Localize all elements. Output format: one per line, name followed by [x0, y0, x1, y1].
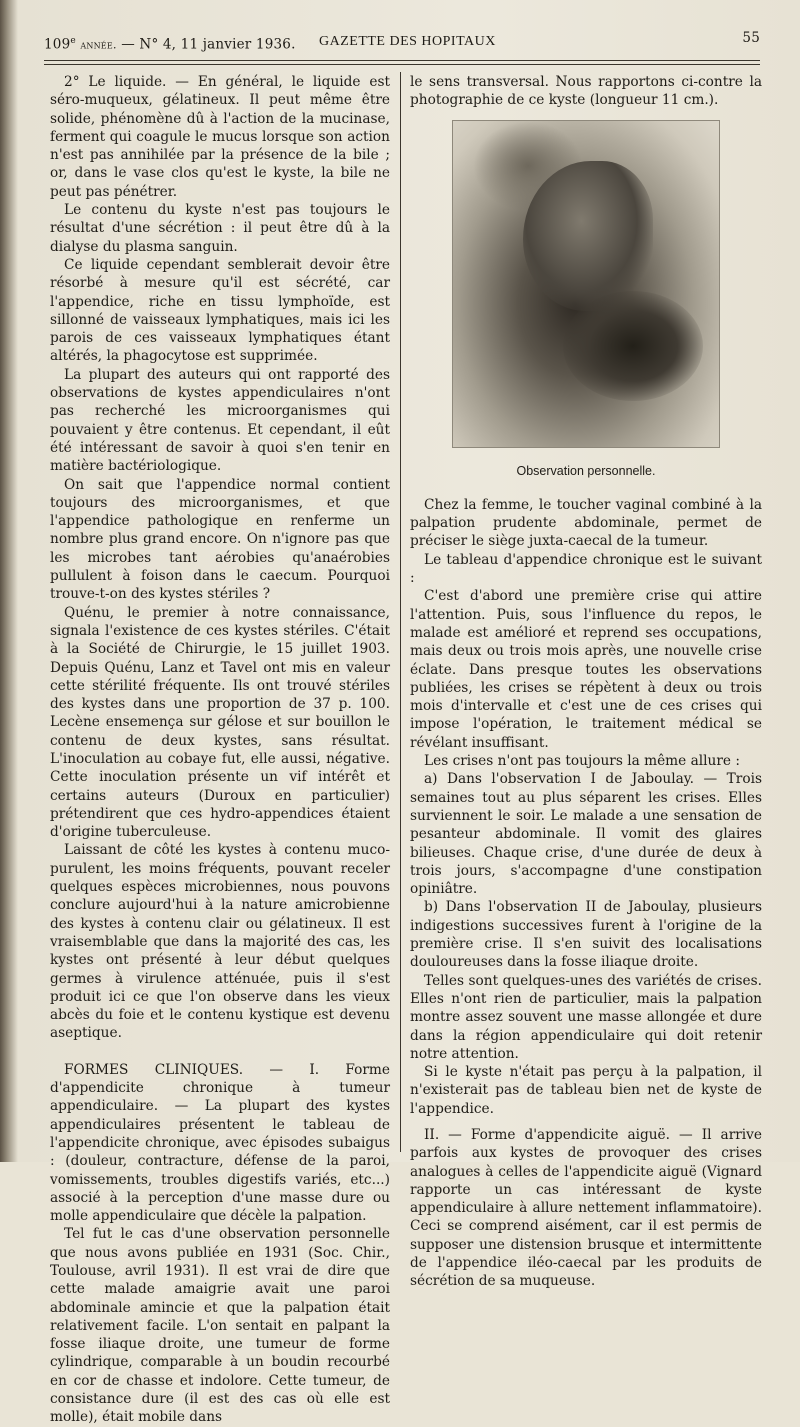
header-rule-bottom: [44, 64, 760, 65]
paragraph: a) Dans l'observation I de Jaboulay. — Trois semaines tout au plus séparent les crises. Elles surviennent le soir. Le malade a une sensation de pesanteur abdominale. Il vomit des glaires bilieuses. Chaque crise, d'une durée de deux à trois jours, s'accompagne d'une constipation opiniâtre.: [410, 771, 762, 898]
paragraph: C'est d'abord une première crise qui attire l'attention. Puis, sous l'influence du repos, le malade est amélioré et reprend ses occupations, mais deux ou trois mois après, une nouvelle crise éclate. Dans presque toutes les observations publiées, les crises se répètent à deux ou trois mois d'intervalle et c'est une de ces crises qui impose l'opération, le traitement médical se révélant insuffisant.: [410, 588, 762, 751]
header-rule-top: [44, 60, 760, 61]
paragraph: Laissant de côté les kystes à contenu muco-purulent, les moins fréquents, pouvant receler quelques espèces microbiennes, nous pouvons conclure aujourd'hui à la nature amicrobienne des kystes à contenu clair ou gélatineux. Il est vraisemblable que dans la majorité des cas, les kystes ont présenté à leur début quelques germes à virulence atténuée, puis il s'est produit ici ce que l'on observe dans les vieux abcès du foie et le contenu kystique est devenu aseptique.: [50, 842, 390, 1042]
paragraph: Tel fut le cas d'une observation personnelle que nous avons publiée en 1931 (Soc. Chir., Toulouse, avril 1931). Il est vrai de dire que cette malade amaigrie avait une paroi abdominale amincie et que la palpation était relativement facile. L'on sentait en palpant la fosse iliaque droite, une tumeur de forme cylindrique, comparable à un boudin recourbé en cor de chasse et indolore. Cette tumeur, de consistance dure (il est des cas où elle est molle), était mobile dans: [50, 1226, 390, 1426]
year-number: 109: [44, 36, 71, 53]
year-word: année.: [80, 37, 117, 52]
paragraph: Chez la femme, le toucher vaginal combiné à la palpation prudente abdominale, permet de préciser le siège juxta-caecal de la tumeur.: [410, 496, 762, 550]
section-acute-form: II. — Forme d'appendicite aiguë. — Il arrive parfois aux kystes de provoquer des crises analogues à celles de l'appendicite aiguë (Vignard rapporte un cas intéressant de kyste appendiculaire à allure nettement inflammatoire). Ceci se comprend aisément, car il est permis de supposer une distension brusque et intermittente de l'appendice iléo-caecal par les produits de sécrétion de sa muqueuse.: [410, 1126, 762, 1290]
right-column: [410, 73, 762, 1291]
photo-shading: [563, 291, 703, 401]
paragraph: Le tableau d'appendice chronique est le suivant :: [410, 551, 762, 587]
journal-title: GAZETTE DES HOPITAUX: [319, 34, 496, 49]
section-clinical-forms: FORMES CLINIQUES. — I. Forme d'appendicite chronique à tumeur appendiculaire. — La plupart des kystes appendiculaires présentent le tableau de l'appendicite chronique, avec épisodes subaigus : (douleur, contracture, défense de la paroi, vomissements, troubles digestifs variés, etc...) associé à la perception d'une masse dure ou molle appendiculaire que décèle la palpation.: [50, 1061, 390, 1225]
paragraph: Le contenu du kyste n'est pas toujours le résultat d'une sécrétion : il peut être dû à la dialyse du plasma sanguin.: [50, 202, 390, 255]
page-header: [44, 30, 760, 54]
column-divider: [400, 72, 401, 1152]
paragraph: 2° Le liquide. — En général, le liquide est séro-muqueux, gélatineux. Il peut même être solide, phénomène dû à l'action de la mucinase, ferment qui coagule le mucus lorsque son action n'est pas annihilée par la présence de la bile ; or, dans le vase clos qu'est le kyste, la bile ne peut pas pénétrer.: [50, 74, 390, 200]
paragraph: b) Dans l'observation II de Jaboulay, plusieurs indigestions successives furent à l'origine de la première crise. Il s'en suivit des localisations douloureuses dans la fosse iliaque droite.: [410, 899, 762, 971]
paragraph: On sait que l'appendice normal contient toujours des microorganismes, et que l'appendice pathologique en renferme un nombre plus grand encore. On n'ignore pas que les microbes tant aérobies qu'anaérobies pullulent à foison dans le caecum. Pourquoi trouve-t-on des kystes stériles ?: [50, 476, 390, 603]
cyst-photograph: [452, 120, 720, 448]
paragraph: La plupart des auteurs qui ont rapporté des observations de kystes appendiculaires n'ont pas recherché les microorganismes qui pouvaient y être contenus. Et cependant, il eût été intéressant de savoir à quoi s'en tenir en matière bactériologique.: [50, 366, 390, 475]
paragraph: Ce liquide cependant semblerait devoir être résorbé à mesure qu'il est sécrété, car l'appendice, riche en tissu lymphoïde, est sillonné de vaisseaux lymphatiques, mais ici les parois de ces vaisseaux lymphatiques étant altérés, la phagocytose est supprimée.: [50, 256, 390, 365]
paragraph: Quénu, le premier à notre connaissance, signala l'existence de ces kystes stériles. C'était à la Société de Chirurgie, le 15 juillet 1903. Depuis Quénu, Lanz et Tavel ont mis en valeur cette stérilité fréquente. Ils ont trouvé stériles des kystes dans une proportion de 37 p. 100. Lecène ensemença sur gélose et sur bouillon le contenu de deux kystes, sans résultat. L'inoculation au cobaye fut, elle aussi, négative. Cette inoculation présente un vif intérêt et certains auteurs (Duroux en particulier) prétendirent que ces hydro-appendices étaient d'origine tuberculeuse.: [50, 604, 390, 841]
paragraph: Si le kyste n'était pas perçu à la palpation, il n'existerait pas de tableau bien net de kyste de l'appendice.: [410, 1064, 762, 1117]
year-superscript: e: [70, 36, 76, 46]
photo-shading: [523, 161, 653, 311]
photo-caption: Observation personnelle.: [516, 463, 656, 478]
page-number: 55: [742, 30, 760, 46]
left-column: [50, 73, 390, 1427]
paragraph: Les crises n'ont pas toujours la même allure :: [424, 753, 740, 770]
issue-date: — N° 4, 11 janvier 1936.: [121, 36, 296, 53]
paragraph: Telles sont quelques-unes des variétés de crises. Elles n'ont rien de particulier, mais la palpation montre assez souvent une masse allongée et dure dans la région appendiculaire qui doit retenir notre attention.: [410, 972, 762, 1062]
issue-info: [44, 36, 296, 53]
paragraph: le sens transversal. Nous rapportons ci-contre la photographie de ce kyste (longueur 11 cm.).: [410, 74, 762, 109]
